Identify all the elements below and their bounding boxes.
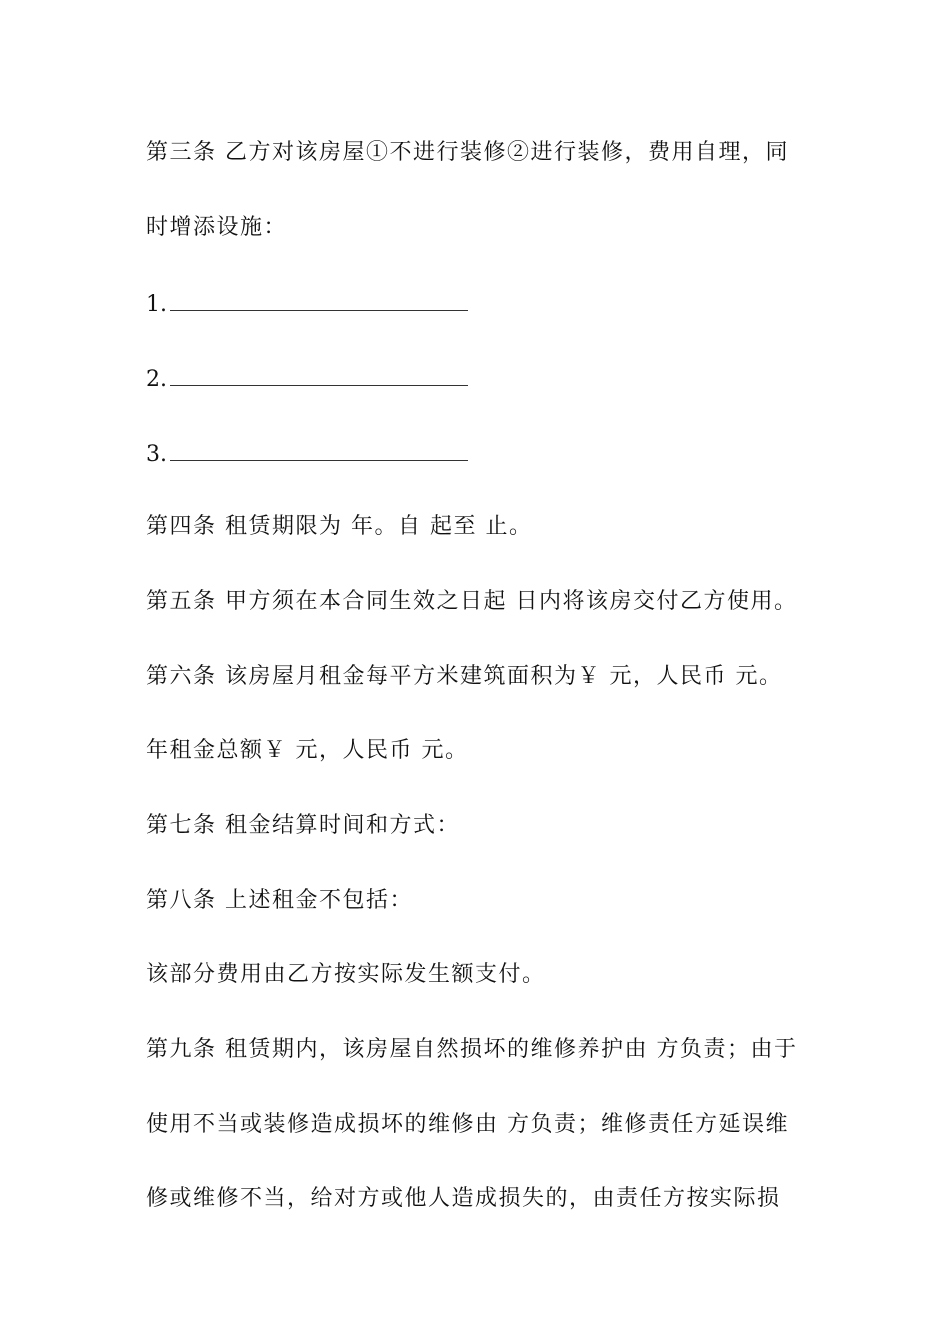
facility-item-3 <box>146 438 468 470</box>
clause-5: 第五条 甲方须在本合同生效之日起 日内将该房交付乙方使用。 <box>146 589 798 614</box>
clause-6-line-2: 年租金总额￥ 元，人民币 元。 <box>146 738 469 763</box>
clause-7: 第七条 租金结算时间和方式： <box>146 813 460 838</box>
fill-in-blank-line <box>170 363 468 386</box>
facility-item-number: 2. <box>146 367 167 392</box>
clause-9-line-2: 使用不当或装修造成损坏的维修由 方负责；维修责任方延误维 <box>146 1112 789 1137</box>
facility-item-1 <box>146 288 468 320</box>
clause-9-line-1: 第九条 租赁期内，该房屋自然损坏的维修养护由 方负责；由于 <box>146 1037 798 1062</box>
clause-4: 第四条 租赁期限为 年。自 起至 止。 <box>146 514 533 539</box>
facility-item-number: 3. <box>146 442 167 467</box>
facility-item-2 <box>146 363 468 395</box>
clause-8-note: 该部分费用由乙方按实际发生额支付。 <box>146 962 546 987</box>
clause-8: 第八条 上述租金不包括： <box>146 888 413 913</box>
facility-item-number: 1. <box>146 292 167 317</box>
fill-in-blank-line <box>170 288 468 311</box>
clause-3-line-2: 时增添设施： <box>146 215 288 240</box>
clause-3-line-1: 第三条 乙方对该房屋①不进行装修②进行装修，费用自理，同 <box>146 140 789 165</box>
fill-in-blank-line <box>170 438 468 461</box>
clause-6-line-1: 第六条 该房屋月租金每平方米建筑面积为￥ 元，人民币 元。 <box>146 664 783 689</box>
clause-9-line-3: 修或维修不当，给对方或他人造成损失的，由责任方按实际损 <box>146 1186 781 1211</box>
